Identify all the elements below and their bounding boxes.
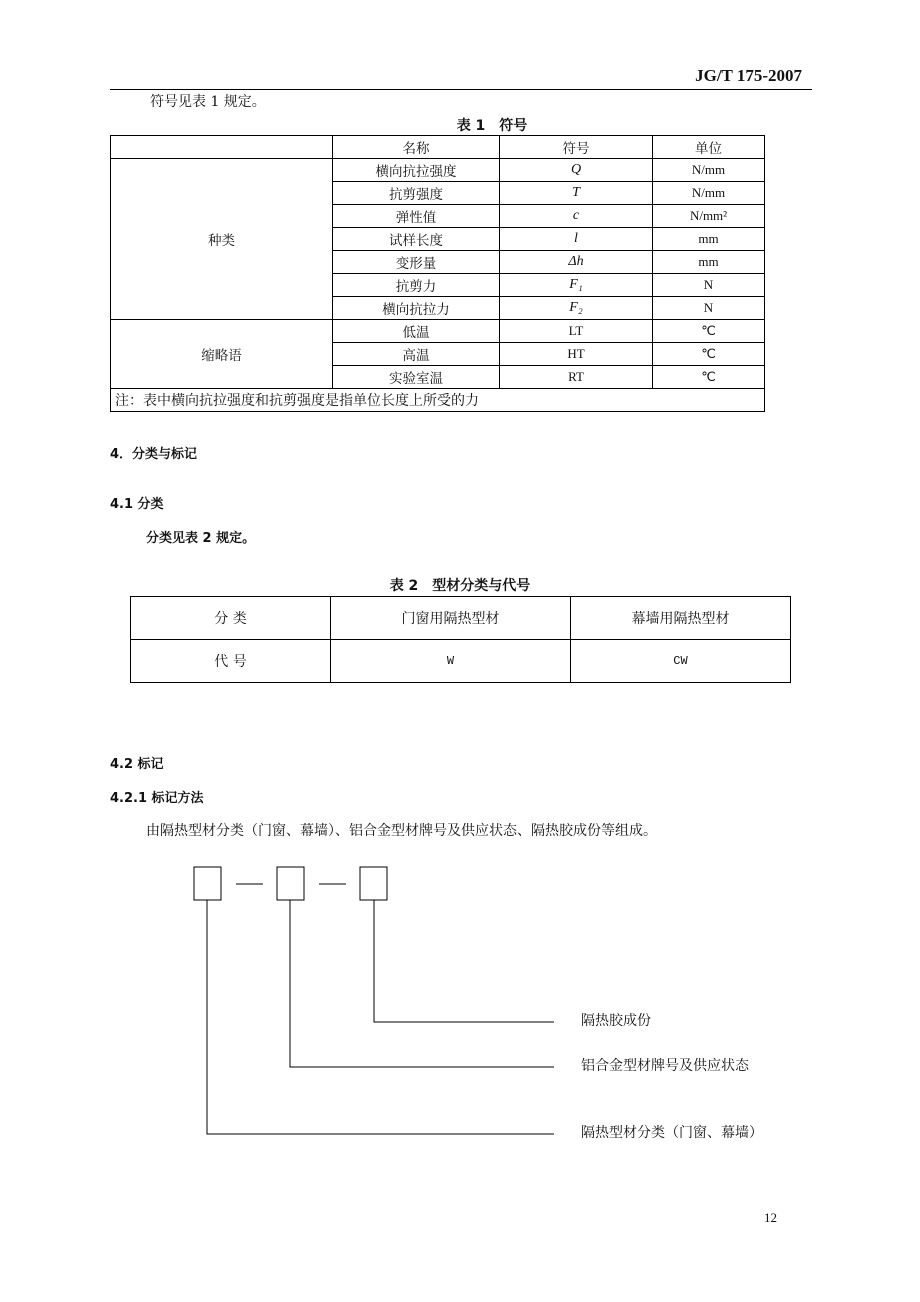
section4-1-text: 分类见表 2 规定。	[146, 531, 256, 546]
row-symbol: Δh	[500, 251, 653, 274]
standard-code: JG/T 175-2007	[695, 66, 802, 85]
box-adhesive	[360, 867, 387, 900]
row-name: 变形量	[333, 251, 500, 274]
intro-text: 符号见表 1 规定。	[150, 94, 266, 110]
row-name: 试样长度	[333, 228, 500, 251]
row-name: 弹性值	[333, 205, 500, 228]
row-unit: N/mm²	[653, 205, 765, 228]
row-unit: ℃	[653, 366, 765, 389]
table2-category-window: 门窗用隔热型材	[331, 597, 571, 640]
table2-code-window: W	[331, 640, 571, 683]
table1-header-symbol: 符号	[500, 136, 653, 159]
row-symbol: l	[500, 228, 653, 251]
label-adhesive: 隔热胶成份	[581, 1013, 651, 1029]
section4-2-heading: 4.2 标记	[110, 757, 164, 772]
leader-adhesive	[374, 900, 554, 1022]
row-symbol: F₂	[500, 297, 653, 320]
box-classification	[194, 867, 221, 900]
row-unit: N	[653, 274, 765, 297]
table2-caption: 表 2 型材分类与代号	[389, 578, 531, 594]
table2-category-curtainwall: 幕墙用隔热型材	[571, 597, 791, 640]
row-symbol: HT	[500, 343, 653, 366]
row-name: 横向抗拉强度	[333, 159, 500, 182]
table1-header-name: 名称	[333, 136, 500, 159]
row-name: 横向抗拉力	[333, 297, 500, 320]
table2-code-curtainwall: CW	[571, 640, 791, 683]
group-label-abbreviations: 缩略语	[111, 320, 333, 389]
table1-note: 注：表中横向抗拉强度和抗剪强度是指单位长度上所受的力	[111, 389, 765, 412]
row-name: 高温	[333, 343, 500, 366]
row-unit: ℃	[653, 343, 765, 366]
table2-row-label-code: 代 号	[131, 640, 331, 683]
leader-classification	[207, 900, 554, 1134]
label-alloy-grade: 铝合金型材牌号及供应状态	[581, 1058, 749, 1074]
row-symbol: F₁	[500, 274, 653, 297]
label-classification: 隔热型材分类（门窗、幕墙）	[581, 1125, 763, 1141]
row-symbol: T	[500, 182, 653, 205]
row-unit: N/mm	[653, 159, 765, 182]
section4-2-1-heading: 4.2.1 标记方法	[110, 791, 204, 806]
table2-row-label-category: 分 类	[131, 597, 331, 640]
row-unit: N/mm	[653, 182, 765, 205]
page-number: 12	[764, 1210, 777, 1225]
row-unit: mm	[653, 228, 765, 251]
section4-heading: 4．分类与标记	[110, 447, 198, 462]
row-name: 抗剪强度	[333, 182, 500, 205]
row-name: 实验室温	[333, 366, 500, 389]
section4-2-1-text: 由隔热型材分类（门窗、幕墙）、铝合金型材牌号及供应状态、隔热胶成份等组成。	[146, 823, 657, 839]
table1-caption: 表 1 符号	[456, 118, 528, 134]
row-unit: ℃	[653, 320, 765, 343]
row-symbol: LT	[500, 320, 653, 343]
row-name: 低温	[333, 320, 500, 343]
row-symbol: RT	[500, 366, 653, 389]
section4-1-heading: 4.1 分类	[110, 497, 164, 512]
box-alloy-grade	[277, 867, 304, 900]
row-unit: mm	[653, 251, 765, 274]
row-symbol: c	[500, 205, 653, 228]
row-unit: N	[653, 297, 765, 320]
group-label-types: 种类	[111, 159, 333, 320]
row-symbol: Q	[500, 159, 653, 182]
row-name: 抗剪力	[333, 274, 500, 297]
table1-header-unit: 单位	[653, 136, 765, 159]
leader-alloy-grade	[290, 900, 554, 1067]
